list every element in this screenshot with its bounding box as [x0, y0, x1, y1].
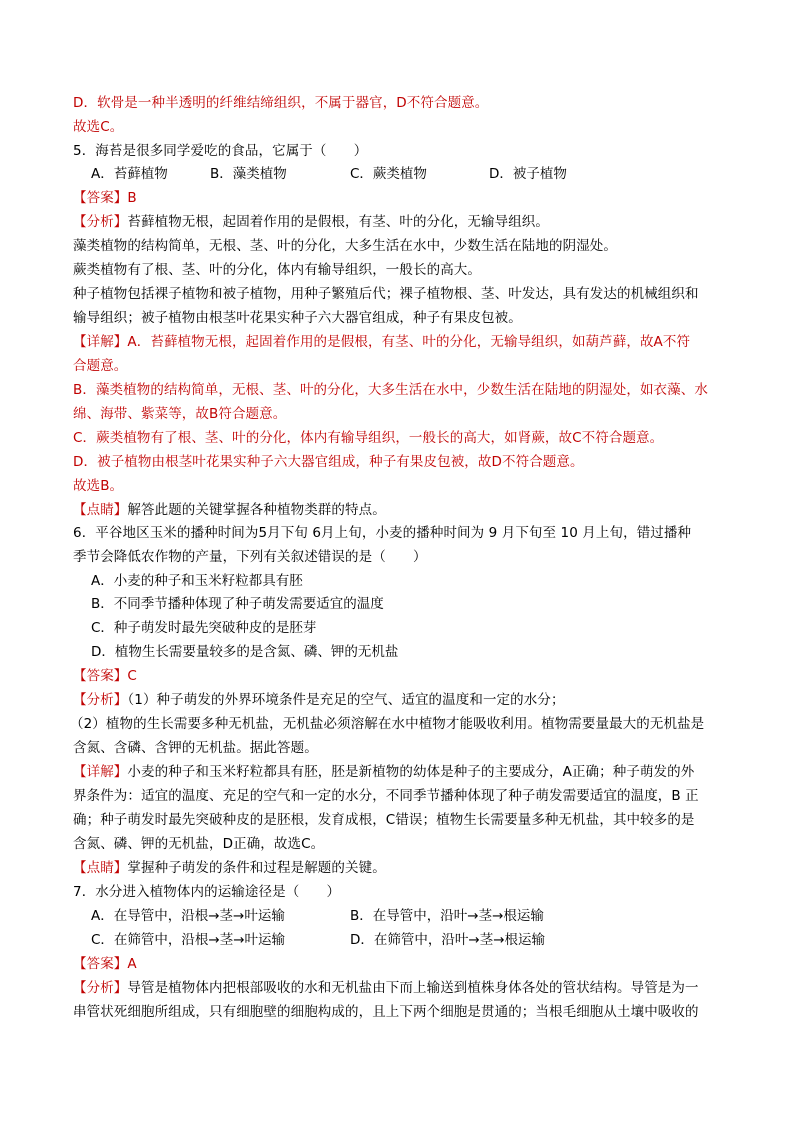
q5-analysis-line-5: 输导组织；被子植物由根茎叶花果实种子六大器官组成，种子有果皮包被。	[73, 310, 522, 326]
detail-tag: 【详解】	[73, 764, 128, 780]
q7-option-a: A．在导管中，沿根→茎→叶运输	[91, 908, 285, 924]
q5-analysis-line-1	[73, 213, 723, 232]
answer-tag: 【答案】	[73, 190, 128, 206]
q6-option-a: A．小麦的种子和玉米籽粒都具有胚	[91, 573, 303, 589]
q5-analysis-text: 苔藓植物无根，起固着作用的是假根，有茎、叶的分化，无输导组织。	[127, 214, 550, 230]
q7-analysis-text: 导管是植物体内把根部吸收的水和无机盐由下而上输送到植株身体各处的管状结构。导管是为一	[127, 980, 699, 996]
q7-analysis-line-1	[73, 979, 723, 998]
q7-stem: 7．水分进入植物体内的运输途径是（ ）	[73, 884, 341, 900]
q5-answer-line	[73, 189, 723, 208]
q5-option-c: C．蕨类植物	[350, 166, 427, 182]
q6-point-text: 掌握种子萌发的条件和过程是解题的关键。	[127, 860, 386, 876]
q5-detail-line-4: 绵、海带、紫菜等，故B符合题意。	[73, 406, 287, 422]
q6-analysis-line-3: 含氮、含磷、含钾的无机盐。据此答题。	[73, 740, 318, 756]
q5-detail-line-2: 合题意。	[73, 358, 128, 374]
q7-option-c: C．在筛管中，沿根→茎→叶运输	[91, 932, 286, 948]
q5-option-a: A．苔藓植物	[91, 166, 168, 182]
q6-detail-line-1	[73, 763, 723, 782]
prev-option-d-explanation: D．软骨是一种半透明的纤维结缔组织，不属于器官，D不符合题意。	[73, 95, 489, 111]
q6-analysis-line-1	[73, 691, 723, 710]
prev-conclusion: 故选C。	[73, 119, 124, 135]
q5-stem: 5．海苔是很多同学爱吃的食品，它属于（ ）	[73, 143, 368, 159]
q5-detail-line-5: C．蕨类植物有了根、茎、叶的分化，体内有输导组织，一般长的高大，如肾蕨，故C不符合题意。	[73, 430, 664, 446]
q5-detail-line-3: B．藻类植物的结构简单，无根、茎、叶的分化，大多生活在水中，少数生活在陆地的阴湿处，如衣藻、水	[73, 382, 708, 398]
q6-answer-line	[73, 667, 723, 686]
q6-detail-line-2: 界条件为：适宜的温度、充足的空气和一定的水分，不同季节播种体现了种子萌发需要适宜的温度，B 正	[73, 788, 699, 804]
answer-tag: 【答案】	[73, 668, 128, 684]
q5-point-line	[73, 501, 723, 520]
q5-detail-line-1	[73, 333, 723, 352]
q7-answer: A	[127, 956, 137, 972]
q5-analysis-line-4: 种子植物包括裸子植物和被子植物，用种子繁殖后代；裸子植物根、茎、叶发达，具有发达的机械组织和	[73, 286, 699, 302]
analysis-tag: 【分析】	[73, 980, 128, 996]
q6-detail-line-4: 含氮、磷、钾的无机盐，D正确，故选C。	[73, 836, 325, 852]
analysis-tag: 【分析】	[73, 214, 128, 230]
analysis-tag: 【分析】	[73, 692, 128, 708]
q5-analysis-line-3: 蕨类植物有了根、茎、叶的分化，体内有输导组织，一般长的高大。	[73, 262, 481, 278]
q7-option-d: D．在筛管中，沿叶→茎→根运输	[350, 932, 546, 948]
answer-tag: 【答案】	[73, 956, 128, 972]
q6-analysis-line-2: （2）植物的生长需要多种无机盐，无机盐必须溶解在水中植物才能吸收利用。植物需要量最大的无机盐是	[70, 716, 705, 732]
q5-option-b: B．藻类植物	[210, 166, 287, 182]
q6-detail-text: 小麦的种子和玉米籽粒都具有胚，胚是新植物的幼体是种子的主要成分，A正确；种子萌发的外	[127, 764, 695, 780]
q5-detail-line-6: D．被子植物由根茎叶花果实种子六大器官组成，种子有果皮包被，故D不符合题意。	[73, 454, 584, 470]
q5-option-d: D．被子植物	[489, 166, 567, 182]
q6-option-b: B．不同季节播种体现了种子萌发需要适宜的温度	[91, 596, 384, 612]
q6-analysis-text: （1）种子萌发的外界环境条件是充足的空气、适宜的温度和一定的水分；	[127, 692, 565, 708]
q6-answer: C	[127, 668, 137, 684]
q6-option-c: C．种子萌发时最先突破种皮的是胚芽	[91, 620, 317, 636]
q5-analysis-line-2: 藻类植物的结构简单，无根、茎、叶的分化，大多生活在水中，少数生活在陆地的阴湿处。	[73, 238, 617, 254]
point-tag: 【点睛】	[73, 860, 128, 876]
point-tag: 【点睛】	[73, 502, 128, 518]
q7-option-b: B．在导管中，沿叶→茎→根运输	[350, 908, 544, 924]
q6-stem-line-2: 季节会降低农作物的产量，下列有关叙述错误的是（ ）	[73, 549, 427, 565]
q6-detail-line-3: 确；种子萌发时最先突破种皮的是胚根，发育成根，C错误；植物生长需要量多种无机盐，其中较多的是	[73, 812, 695, 828]
detail-tag: 【详解】	[73, 334, 128, 350]
q5-point-text: 解答此题的关键掌握各种植物类群的特点。	[127, 502, 386, 518]
q6-point-line	[73, 859, 723, 878]
q6-option-d: D．植物生长需要量较多的是含氮、磷、钾的无机盐	[91, 644, 399, 660]
q5-answer: B	[127, 190, 137, 206]
q5-detail-text: A．苔藓植物无根，起固着作用的是假根，有茎、叶的分化，无输导组织，如葫芦藓，故A不符	[127, 334, 691, 350]
q7-answer-line	[73, 955, 723, 974]
q7-analysis-line-2: 串管状死细胞所组成，只有细胞壁的细胞构成的，且上下两个细胞是贯通的；当根毛细胞从土壤中吸收的	[73, 1004, 699, 1020]
q5-detail-line-7: 故选B。	[73, 478, 124, 494]
q6-stem-line-1: 6．平谷地区玉米的播种时间为5月下旬 6月上旬，小麦的播种时间为 9 月下旬至 10 月上旬，错过播种	[73, 525, 692, 541]
